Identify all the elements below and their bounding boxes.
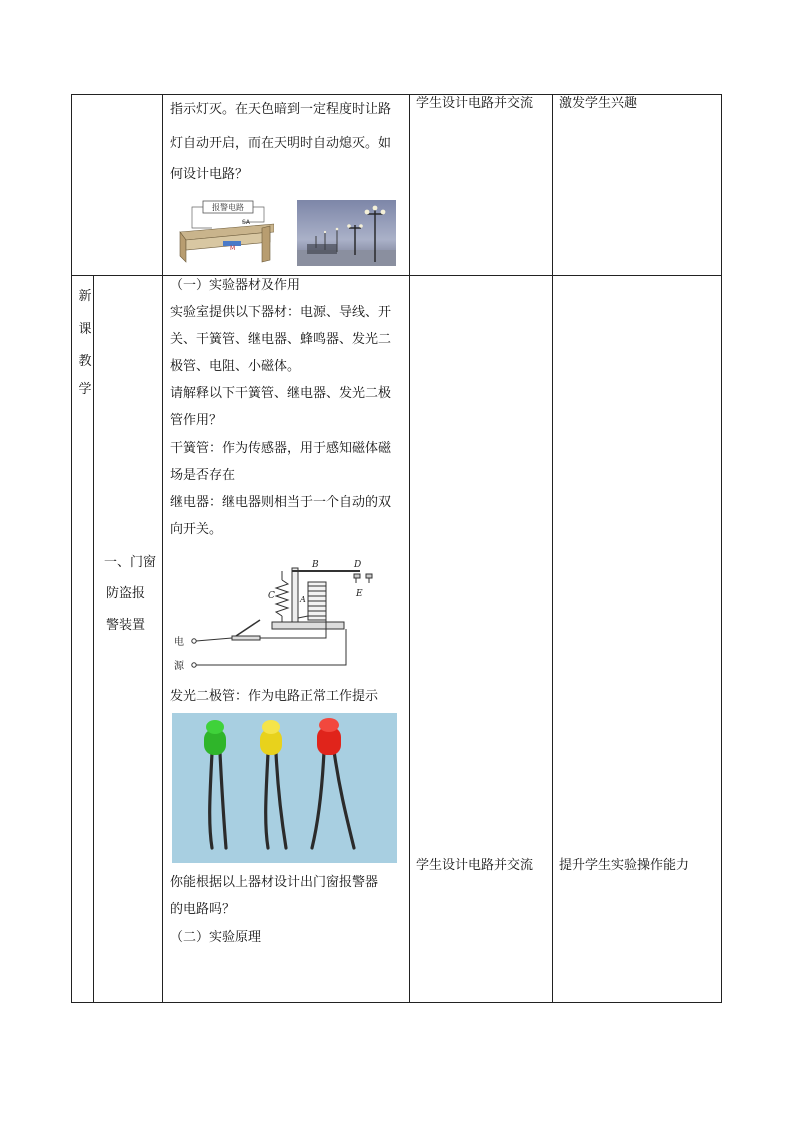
row1-activity-line: 灯自动开启，而在天明时自动熄灭。如: [170, 136, 392, 151]
table-border-left: [71, 94, 72, 1003]
row1-activity-line: 指示灯灭。在天色暗到一定程度时让路: [170, 102, 392, 117]
door-right: [262, 226, 270, 262]
activity-line: （二）实验原理: [170, 930, 262, 945]
col-divider-topic: [162, 94, 163, 1003]
activity-line: （一）实验器材及作用: [170, 278, 301, 293]
activity-line: 场是否存在: [170, 468, 236, 483]
activity-line: 实验室提供以下器材：电源、导线、开: [170, 305, 392, 320]
alarm-box-label: 报警电路: [212, 203, 244, 212]
activity-line: 的电路吗？: [170, 902, 236, 917]
activity-line: 干簧管：作为传感器，用于感知磁体磁: [170, 441, 392, 456]
activity-line: 关、干簧管、继电器、蜂鸣器、发光二: [170, 332, 392, 347]
activity-line: 管作用？: [170, 413, 223, 428]
activity-line: 极管、电阻、小磁体。: [170, 359, 301, 374]
relay-label-A: A: [300, 595, 306, 604]
row1-activity-line: 何设计电路？: [170, 167, 249, 182]
led-photo: [172, 713, 397, 863]
magnet-label: M: [230, 245, 236, 252]
stage-char: 学: [78, 382, 92, 397]
street-lamp-photo: [297, 200, 396, 266]
table-border-right: [721, 94, 722, 1003]
power-label-bottom: 源: [174, 661, 184, 672]
relay-label-C: C: [268, 591, 275, 601]
stage-char: 新: [78, 289, 92, 304]
door-alarm-figure: [178, 198, 274, 264]
topic-line: 防盗报: [106, 586, 146, 601]
row-divider: [71, 275, 722, 276]
relay-label-B: B: [312, 560, 319, 570]
col-divider-stage: [93, 275, 94, 1003]
power-label-top: 电: [174, 637, 184, 648]
row1-design-intent: 激发学生兴趣: [559, 96, 638, 111]
activity-line: 你能根据以上器材设计出门窗报警器: [170, 875, 379, 890]
col-divider-activity: [409, 94, 410, 1003]
topic-line: 警装置: [106, 618, 146, 633]
topic-line: 一、门窗: [104, 555, 157, 570]
relay-label-D: D: [354, 560, 362, 570]
switch-label: SA: [242, 219, 251, 226]
row2-design-intent: 提升学生实验操作能力: [559, 858, 690, 873]
stage-char: 教: [78, 354, 92, 369]
table-border-bottom: [71, 1002, 722, 1003]
row1-student-activity: 学生设计电路并交流: [416, 96, 534, 111]
activity-line: 继电器：继电器则相当于一个自动的双: [170, 495, 392, 510]
row2-student-activity: 学生设计电路并交流: [416, 858, 534, 873]
activity-line: 向开关。: [170, 522, 223, 537]
relay-label-E: E: [356, 589, 363, 599]
col-divider-student: [552, 94, 553, 1003]
stage-char: 课: [78, 322, 92, 337]
relay-diagram: [170, 558, 380, 674]
led-caption: 发光二极管：作为电路正常工作提示: [170, 689, 379, 704]
activity-line: 请解释以下干簧管、继电器、发光二极: [170, 386, 392, 401]
